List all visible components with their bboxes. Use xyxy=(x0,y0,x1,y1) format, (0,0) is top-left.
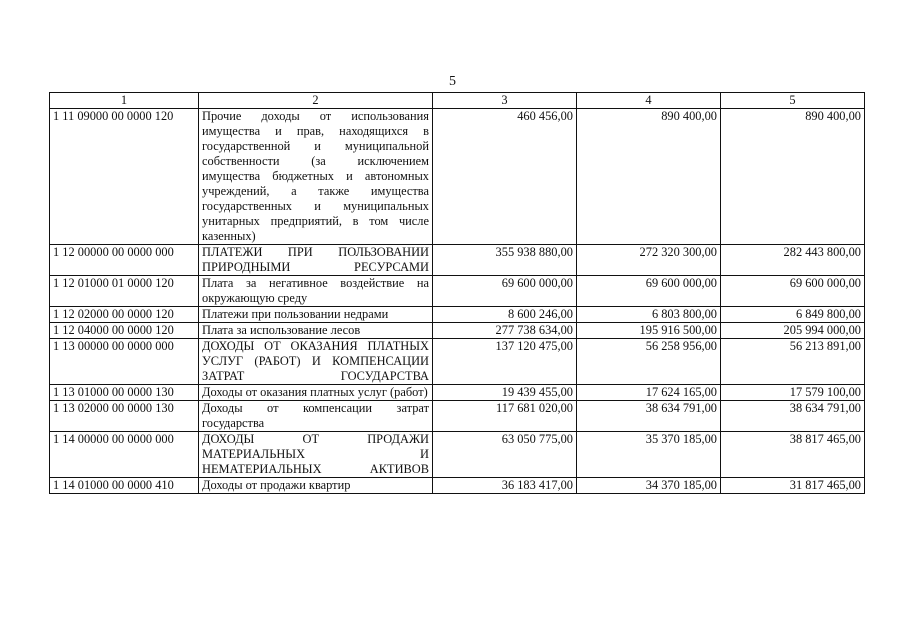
amount-col4: 17 624 165,00 xyxy=(577,385,721,401)
budget-code: 1 13 00000 00 0000 000 xyxy=(50,339,199,385)
revenue-name: Доходы от продажи квартир xyxy=(199,478,433,494)
amount-col3: 117 681 020,00 xyxy=(433,401,577,432)
table-row xyxy=(50,401,865,432)
table-row xyxy=(50,307,865,323)
table-row xyxy=(50,323,865,339)
revenue-name: ДОХОДЫ ОТ ОКАЗАНИЯ ПЛАТНЫХ УСЛУГ (РАБОТ) И КОМПЕНСАЦИИ ЗАТРАТ ГОСУДАРСТВА xyxy=(199,339,433,385)
amount-col5: 31 817 465,00 xyxy=(721,478,865,494)
amount-col5: 17 579 100,00 xyxy=(721,385,865,401)
amount-col4: 890 400,00 xyxy=(577,109,721,245)
amount-col3: 460 456,00 xyxy=(433,109,577,245)
revenue-name: Платежи при пользовании недрами xyxy=(199,307,433,323)
revenue-name: Доходы от компенсации затрат государства xyxy=(199,401,433,432)
amount-col4: 38 634 791,00 xyxy=(577,401,721,432)
amount-col3: 69 600 000,00 xyxy=(433,276,577,307)
column-header: 1 xyxy=(50,93,199,109)
revenue-name: Прочие доходы от использования имущества и прав, находящихся в государственной и муниципальной собственности (за исключением имущества бюджетных и автономных учреждений, а также имущества государственных и муниципальных унитарных предприятий, в том числе казенных) xyxy=(199,109,433,245)
amount-col5: 890 400,00 xyxy=(721,109,865,245)
column-header: 5 xyxy=(721,93,865,109)
revenue-name: Плата за использование лесов xyxy=(199,323,433,339)
amount-col5: 205 994 000,00 xyxy=(721,323,865,339)
amount-col5: 56 213 891,00 xyxy=(721,339,865,385)
amount-col4: 34 370 185,00 xyxy=(577,478,721,494)
budget-code: 1 12 04000 00 0000 120 xyxy=(50,323,199,339)
amount-col4: 69 600 000,00 xyxy=(577,276,721,307)
amount-col5: 38 634 791,00 xyxy=(721,401,865,432)
budget-code: 1 13 02000 00 0000 130 xyxy=(50,401,199,432)
table-row xyxy=(50,432,865,478)
amount-col3: 63 050 775,00 xyxy=(433,432,577,478)
amount-col3: 137 120 475,00 xyxy=(433,339,577,385)
amount-col4: 35 370 185,00 xyxy=(577,432,721,478)
amount-col4: 6 803 800,00 xyxy=(577,307,721,323)
column-header: 3 xyxy=(433,93,577,109)
budget-code: 1 12 01000 01 0000 120 xyxy=(50,276,199,307)
table-row xyxy=(50,109,865,245)
table-row xyxy=(50,276,865,307)
amount-col5: 69 600 000,00 xyxy=(721,276,865,307)
table-row xyxy=(50,385,865,401)
amount-col3: 36 183 417,00 xyxy=(433,478,577,494)
amount-col3: 8 600 246,00 xyxy=(433,307,577,323)
budget-code: 1 12 02000 00 0000 120 xyxy=(50,307,199,323)
amount-col4: 272 320 300,00 xyxy=(577,245,721,276)
revenue-name: ДОХОДЫ ОТ ПРОДАЖИ МАТЕРИАЛЬНЫХ И НЕМАТЕРИАЛЬНЫХ АКТИВОВ xyxy=(199,432,433,478)
amount-col4: 195 916 500,00 xyxy=(577,323,721,339)
budget-code: 1 11 09000 00 0000 120 xyxy=(50,109,199,245)
amount-col3: 277 738 634,00 xyxy=(433,323,577,339)
amount-col5: 282 443 800,00 xyxy=(721,245,865,276)
budget-code: 1 13 01000 00 0000 130 xyxy=(50,385,199,401)
revenue-name: Доходы от оказания платных услуг (работ) xyxy=(199,385,433,401)
amount-col5: 6 849 800,00 xyxy=(721,307,865,323)
column-header: 4 xyxy=(577,93,721,109)
amount-col5: 38 817 465,00 xyxy=(721,432,865,478)
column-header: 2 xyxy=(199,93,433,109)
page-number: 5 xyxy=(449,74,456,89)
revenue-name: ПЛАТЕЖИ ПРИ ПОЛЬЗОВАНИИ ПРИРОДНЫМИ РЕСУРСАМИ xyxy=(199,245,433,276)
budget-code: 1 14 00000 00 0000 000 xyxy=(50,432,199,478)
amount-col3: 19 439 455,00 xyxy=(433,385,577,401)
budget-code: 1 12 00000 00 0000 000 xyxy=(50,245,199,276)
budget-code: 1 14 01000 00 0000 410 xyxy=(50,478,199,494)
revenue-name: Плата за негативное воздействие на окружающую среду xyxy=(199,276,433,307)
amount-col3: 355 938 880,00 xyxy=(433,245,577,276)
table-header-row xyxy=(50,93,865,109)
amount-col4: 56 258 956,00 xyxy=(577,339,721,385)
revenue-table xyxy=(49,92,865,494)
table-row xyxy=(50,339,865,385)
table-row xyxy=(50,478,865,494)
table-row xyxy=(50,245,865,276)
